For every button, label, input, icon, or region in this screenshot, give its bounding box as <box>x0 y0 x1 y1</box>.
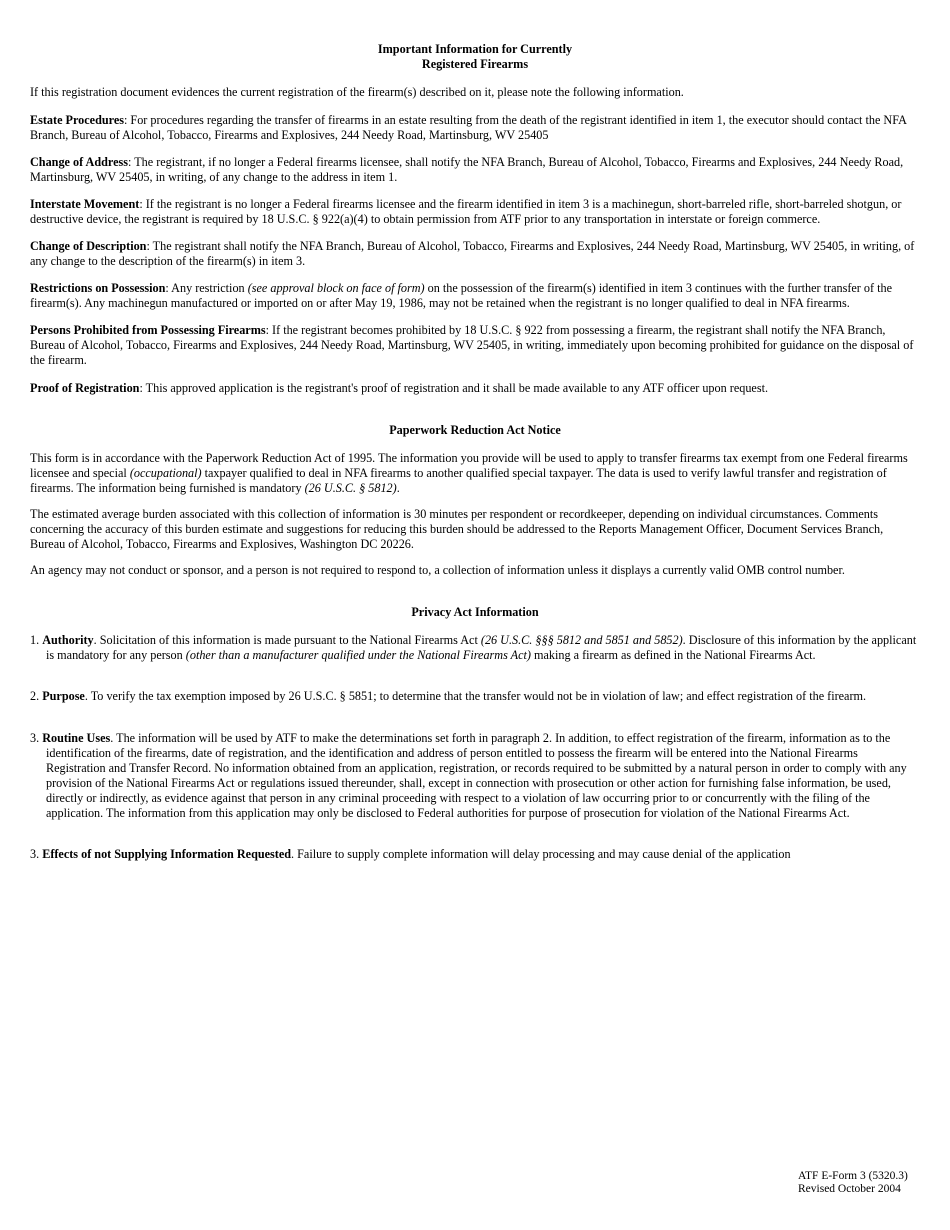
privacy-item-effects <box>30 847 920 862</box>
important-info-title-line1: Important Information for Currently <box>377 42 573 56</box>
change-of-address-text: : The registrant, if no longer a Federal firearms licensee, shall notify the NFA Branch, Bureau of Alcohol, Tobacco, Firearms and Explosives, 244 Needy Road, Martinsburg, WV 25405, in writing, of any change to the address in item 1. <box>30 155 904 184</box>
privacy-item-3-label: Routine Uses <box>42 731 111 745</box>
paperwork-p1-text-3: . <box>396 481 400 495</box>
restrictions-italic: (see approval block on face of form) <box>247 281 425 295</box>
paperwork-p1-text-2: taxpayer qualified to deal in NFA firearms to another qualified special taxpayer. The data is used to verify lawful transfer and registration of firearms. The information being furnished is mandatory <box>30 466 887 495</box>
document-page <box>30 42 920 862</box>
privacy-item-authority <box>30 633 920 663</box>
interstate-movement-text: : If the registrant is no longer a Federal firearms licensee and the firearm identified in item 3 is a machinegun, short-barreled rifle, short-barreled shotgun, or destructive device, the registrant is required by 18 U.S.C. § 922(a)(4) to obtain permission from ATF prior to any transportation in interstate or foreign commerce. <box>30 197 902 226</box>
privacy-act-title: Privacy Act Information <box>411 605 539 619</box>
estate-procedures-text: : For procedures regarding the transfer of firearms in an estate resulting from the death of the registrant identified in item 1, the executor should contact the NFA Branch, Bureau of Alcohol, Tobacco, Firearms and Explosives, 244 Needy Road, Martinsburg, WV 25405 <box>30 113 907 142</box>
persons-prohibited-text: : If the registrant becomes prohibited by 18 U.S.C. § 922 from possessing a firearm, the registrant shall notify the NFA Branch, Bureau of Alcohol, Tobacco, Firearms and Explosives, 244 Needy Road, Martinsburg, WV 25405, in writing, immediately upon becoming prohibited for guidance on the disposal of the firearm. <box>30 323 914 367</box>
persons-prohibited-paragraph <box>30 323 920 368</box>
persons-prohibited-label: Persons Prohibited from Possessing Firearms <box>30 323 266 337</box>
paperwork-p1-text-1: This form is in accordance with the Paperwork Reduction Act of 1995. The information you provide will be used to apply to transfer firearms tax exempt from one Federal firearms licensee and special <box>30 451 908 480</box>
privacy-item-4-label: Effects of not Supplying Information Requested <box>42 847 292 861</box>
change-of-description-text: : The registrant shall notify the NFA Branch, Bureau of Alcohol, Tobacco, Firearms and Explosives, 244 Needy Road, Martinsburg, WV 25405, in writing, of any change to the description of the firearm(s) in item 3. <box>30 239 915 268</box>
paperwork-p1-italic-1: (occupational) <box>129 466 202 480</box>
privacy-item-2-number: 2. <box>30 689 43 703</box>
interstate-movement-paragraph <box>30 197 920 227</box>
privacy-item-routine-uses <box>30 731 920 821</box>
change-of-address-label: Change of Address <box>30 155 128 169</box>
privacy-item-1-number: 1. <box>30 633 43 647</box>
privacy-item-2-label: Purpose <box>42 689 85 703</box>
privacy-item-1-italic-1: (26 U.S.C. §§§ 5812 and 5851 and 5852) <box>480 633 683 647</box>
privacy-item-3-number: 3. <box>30 731 43 745</box>
important-info-title <box>30 42 920 72</box>
restrictions-label: Restrictions on Possession <box>30 281 166 295</box>
privacy-item-1-italic-2: (other than a manufacturer qualified under the National Firearms Act) <box>185 648 531 662</box>
privacy-item-1-label: Authority <box>42 633 94 647</box>
proof-of-registration-paragraph <box>30 381 920 396</box>
proof-of-registration-text: : This approved application is the registrant's proof of registration and it shall be made available to any ATF officer upon request. <box>139 381 768 395</box>
estate-procedures-label: Estate Procedures <box>30 113 124 127</box>
change-of-address-paragraph <box>30 155 920 185</box>
form-revision-date: Revised October 2004 <box>798 1183 901 1195</box>
paperwork-p1-italic-2: (26 U.S.C. § 5812) <box>304 481 397 495</box>
form-id: ATF E-Form 3 (5320.3) <box>798 1170 908 1182</box>
paperwork-paragraph-2: The estimated average burden associated with this collection of information is 30 minutes per respondent or recordkeeper, depending on individual circumstances. Comments concerning the accuracy of this burden estimate and suggestions for reducing this burden should be addressed to the Reports Management Officer, Document Services Branch, Bureau of Alcohol, Tobacco, Firearms and Explosives, Washington DC 20226. <box>30 507 884 551</box>
interstate-movement-label: Interstate Movement <box>30 197 140 211</box>
form-footer <box>798 1170 908 1196</box>
paperwork-paragraph-3: An agency may not conduct or sponsor, and a person is not required to respond to, a collection of information unless it displays a currently valid OMB control number. <box>30 563 845 577</box>
estate-procedures-paragraph <box>30 113 920 143</box>
restrictions-on-possession-paragraph <box>30 281 920 311</box>
change-of-description-paragraph <box>30 239 920 269</box>
privacy-item-3-text: . The information will be used by ATF to make the determinations set forth in paragraph 2. In addition, to effect registration of the firearm, information as to the identification of the firearms, date of registration, and the identification and address of person entitled to possess the firearm will be entered into the National Firearms Registration and Transfer Record. No information obtained from an application, registration, or records required to be submitted by a natural person in order to comply with any provision of the National Firearms Act or regulations issued thereunder, shall, except in connection with prosecution or other action for furnishing false information, be used, directly or indirectly, as evidence against that person in any criminal proceeding with respect to a violation of law occurring prior to or concurrently with the filing of the application. The information from this application may only be disclosed to Federal authorities for purpose of prosecution for violation of the National Firearms Act. <box>46 731 907 820</box>
paperwork-reduction-title: Paperwork Reduction Act Notice <box>389 423 561 437</box>
intro-paragraph: If this registration document evidences the current registration of the firearm(s) described on it, please note the following information. <box>30 85 684 99</box>
privacy-item-1-text-2: . Disclosure of this information by the applicant is mandatory for any person <box>46 633 917 662</box>
privacy-item-1-text-3: making a firearm as defined in the National Firearms Act. <box>530 648 816 662</box>
restrictions-text-1: : Any restriction <box>165 281 248 295</box>
privacy-item-purpose <box>30 689 920 704</box>
privacy-item-2-text: . To verify the tax exemption imposed by 26 U.S.C. § 5851; to determine that the transfer would not be in violation of law; and effect registration of the firearm. <box>84 689 867 703</box>
important-info-title-line2: Registered Firearms <box>421 57 529 71</box>
privacy-item-4-number: 3. <box>30 847 43 861</box>
change-of-description-label: Change of Description <box>30 239 147 253</box>
privacy-item-1-text-1: . Solicitation of this information is made pursuant to the National Firearms Act <box>93 633 481 647</box>
proof-of-registration-label: Proof of Registration <box>30 381 140 395</box>
paperwork-paragraph-1 <box>30 451 920 496</box>
restrictions-text-2: on the possession of the firearm(s) identified in item 3 continues with the further transfer of the firearm(s). Any machinegun manufactured or imported on or after May 19, 1986, may not be retained when the registrant is no longer qualified to deal in NFA firearms. <box>30 281 892 310</box>
privacy-item-4-text: . Failure to supply complete information will delay processing and may cause denial of the application <box>291 847 791 861</box>
